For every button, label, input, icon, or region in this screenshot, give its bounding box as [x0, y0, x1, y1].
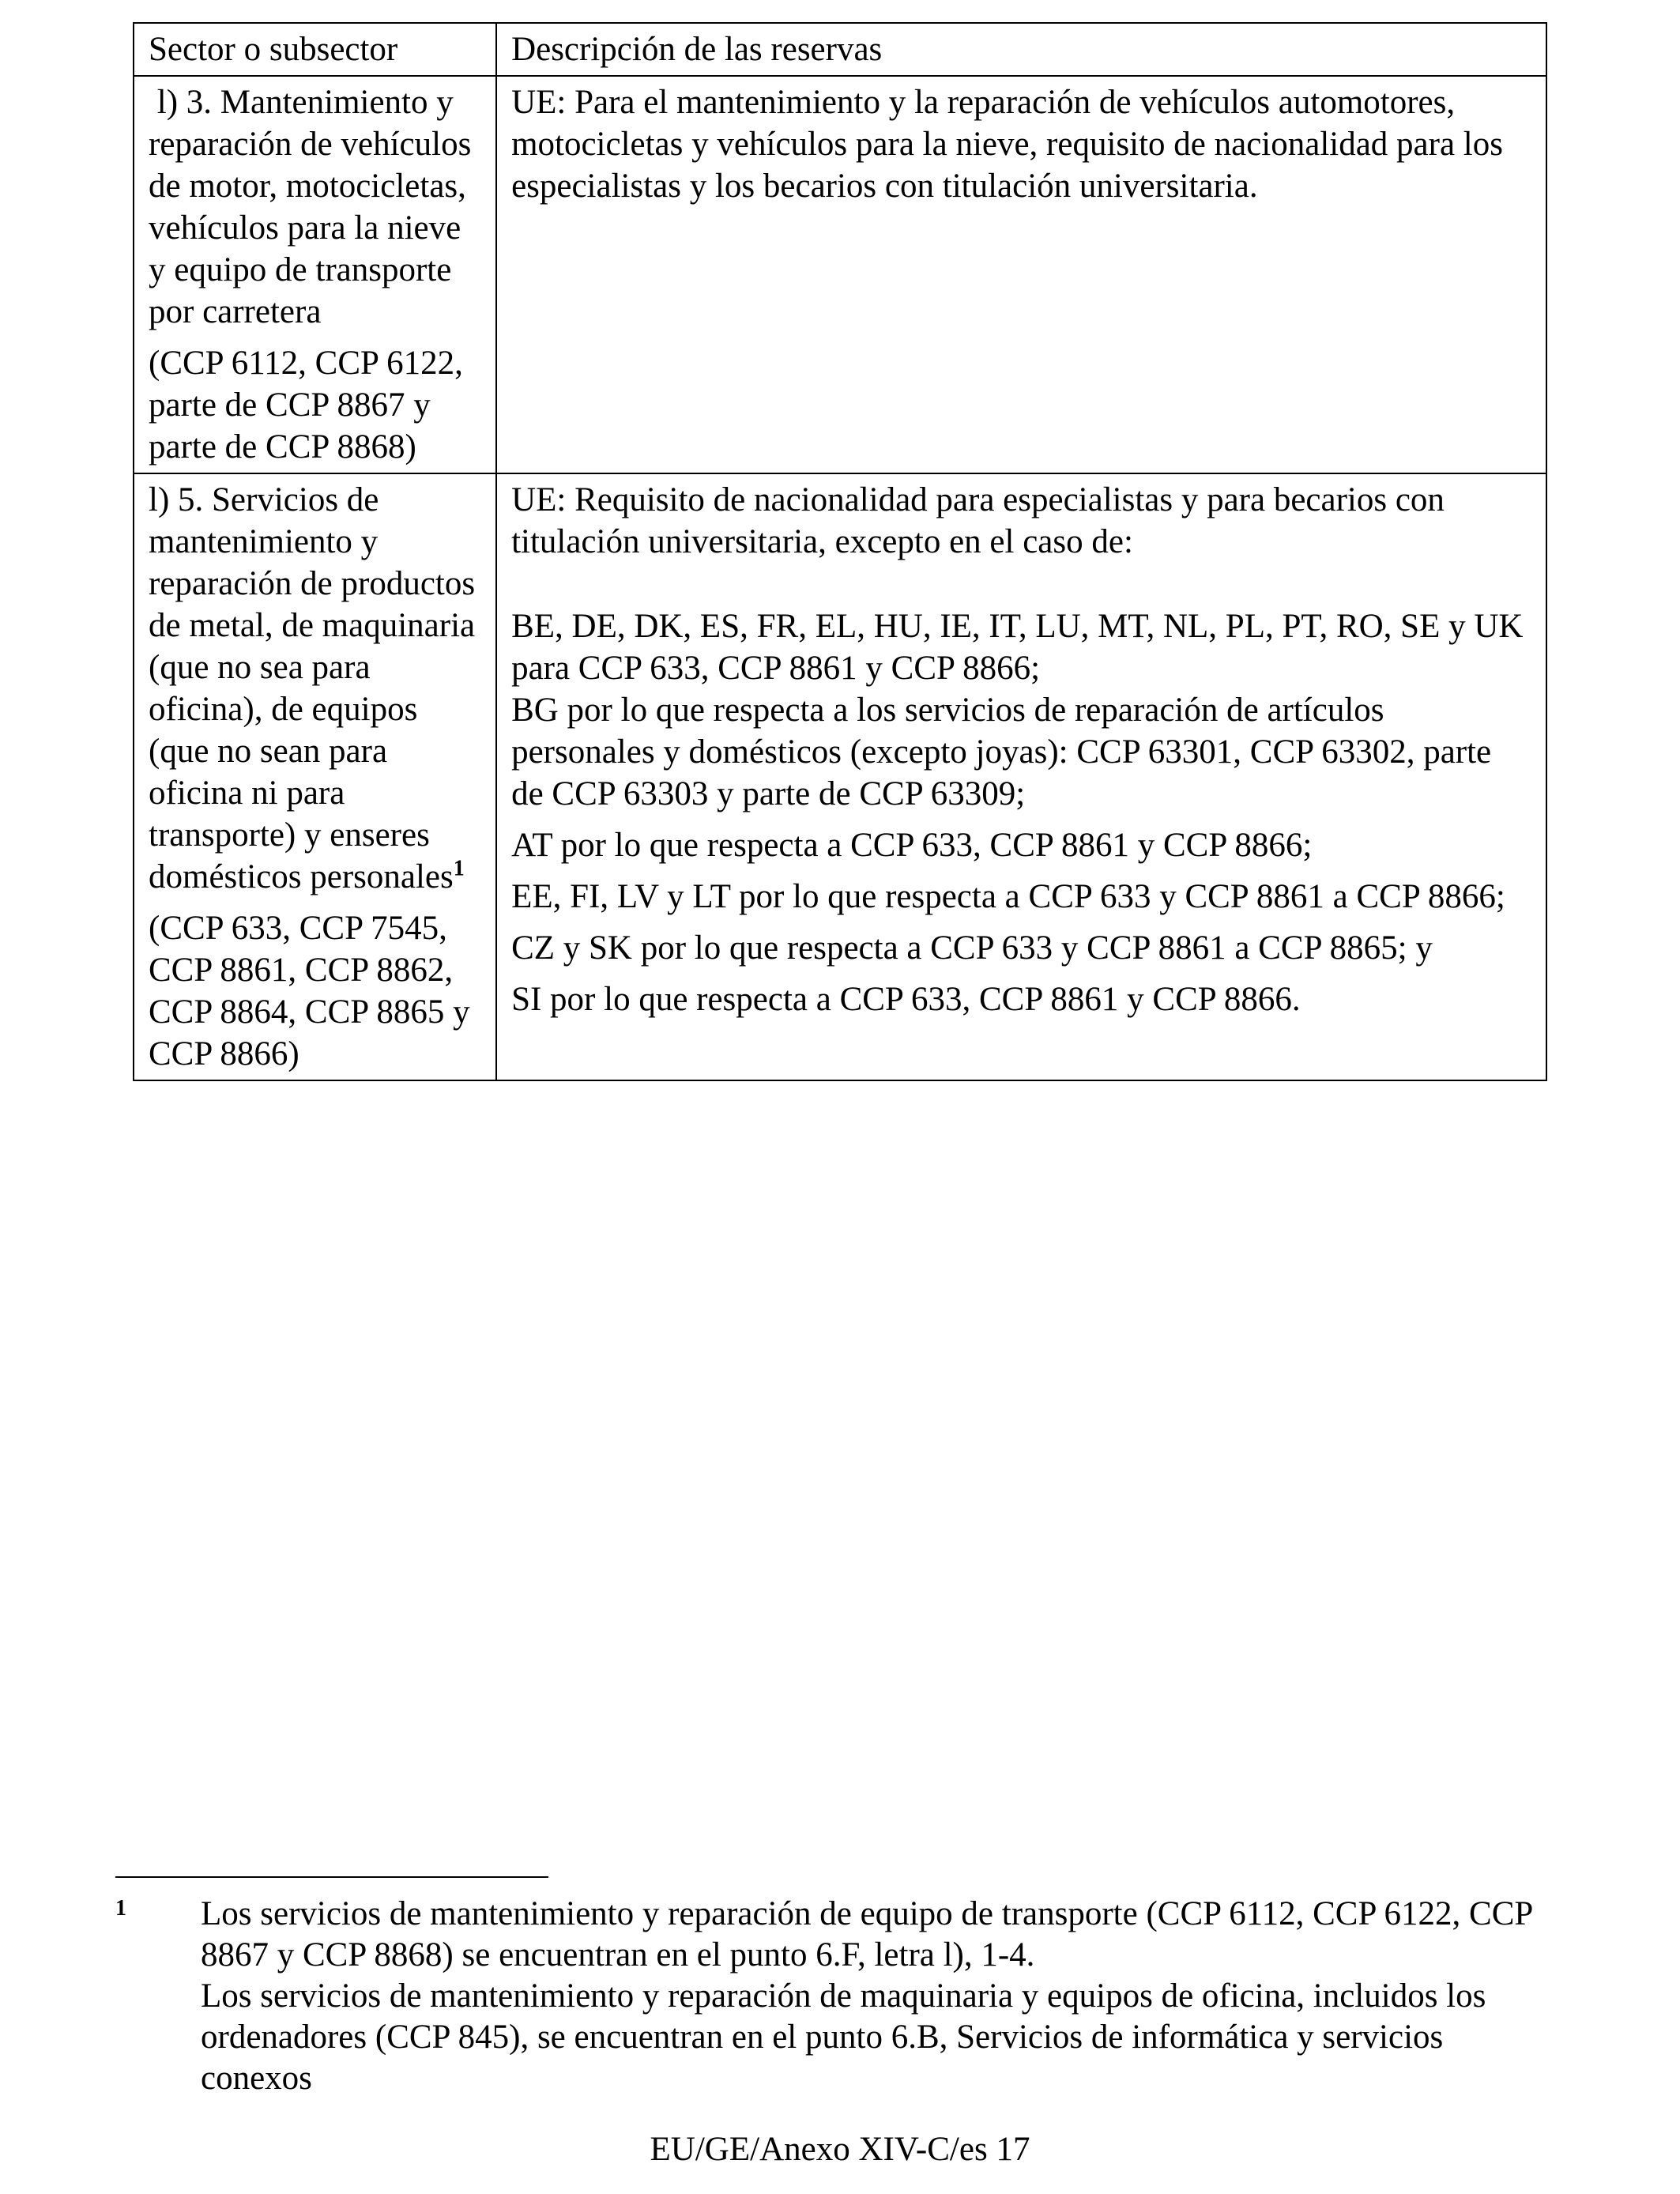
- footnote-text: Los servicios de mantenimiento y reparación de maquinaria y equipos de oficina, incluidos los ordenadores (CCP 845), se encuentran en el punto 6.B, Servicios de informática y servicios conexos: [201, 1977, 1486, 2097]
- footnote-separator: [115, 1876, 548, 1878]
- footnote-body: [201, 1894, 1554, 2099]
- header-description: Descripción de las reservas: [496, 23, 1546, 76]
- reservations-table: [133, 22, 1547, 1081]
- description-text: UE: Para el mantenimiento y la reparación de vehículos automotores, motocicletas y vehículos para la nieve, requisito de nacionalidad para los especialistas y los becarios con titulación universitaria.: [511, 84, 1503, 205]
- description-intro: UE: Requisito de nacionalidad para especialistas y para becarios con titulación universitaria, excepto en el caso de:: [511, 481, 1445, 560]
- header-sector: Sector o subsector: [134, 23, 496, 76]
- description-exception: EE, FI, LV y LT por lo que respecta a CCP 633 y CCP 8861 a CCP 8866;: [511, 878, 1505, 915]
- row-sector-cell: [134, 473, 496, 1080]
- table-row: [134, 76, 1546, 473]
- sector-name-text: l) 5. Servicios de mantenimiento y reparación de productos de metal, de maquinaria (que no sea para oficina), de equipos (que no sean para oficina ni para transporte) y enseres domésticos personales: [149, 481, 476, 895]
- row-sector-cell: [134, 76, 496, 473]
- table-row: [134, 473, 1546, 1080]
- sector-name: l) 3. Mantenimiento y reparación de vehículos de motor, motocicletas, vehículos para la nieve y equipo de transporte por carretera: [149, 84, 480, 330]
- row-description-cell: [496, 473, 1546, 1080]
- sector-ccp-codes: (CCP 6112, CCP 6122, parte de CCP 8867 y parte de CCP 8868): [149, 345, 463, 466]
- description-exception: BG por lo que respecta a los servicios de reparación de artículos personales y domésticos (excepto joyas): CCP 63301, CCP 63302, parte de CCP 63303 y parte de CCP 63309;: [511, 692, 1492, 812]
- description-exception: CZ y SK por lo que respecta a CCP 633 y CCP 8861 a CCP 8865; y: [511, 929, 1433, 967]
- row-description-cell: [496, 76, 1546, 473]
- sector-name: [149, 479, 481, 898]
- sector-ccp-codes: (CCP 633, CCP 7545, CCP 8861, CCP 8862, CCP 8864, CCP 8865 y CCP 8866): [149, 910, 470, 1072]
- description-exception: AT por lo que respecta a CCP 633, CCP 8861 y CCP 8866;: [511, 827, 1313, 864]
- footnote-reference[interactable]: 1: [453, 856, 465, 881]
- description-exception: BE, DE, DK, ES, FR, EL, HU, IE, IT, LU, MT, NL, PL, PT, RO, SE y UK para CCP 633, CCP 8861 y CCP 8866;: [511, 608, 1524, 687]
- footnote-mark: 1: [115, 1896, 126, 1921]
- page-footer: EU/GE/Anexo XIV-C/es 17: [650, 2131, 1030, 2168]
- table-header-row: [134, 23, 1546, 76]
- description-exception: SI por lo que respecta a CCP 633, CCP 8861 y CCP 8866.: [511, 981, 1301, 1018]
- footnote: [115, 1894, 1554, 2099]
- footnote-text: Los servicios de mantenimiento y reparación de equipo de transporte (CCP 6112, CCP 6122, CCP 8867 y CCP 8868) se encuentran en el punto 6.F, letra l), 1-4.: [201, 1895, 1532, 1973]
